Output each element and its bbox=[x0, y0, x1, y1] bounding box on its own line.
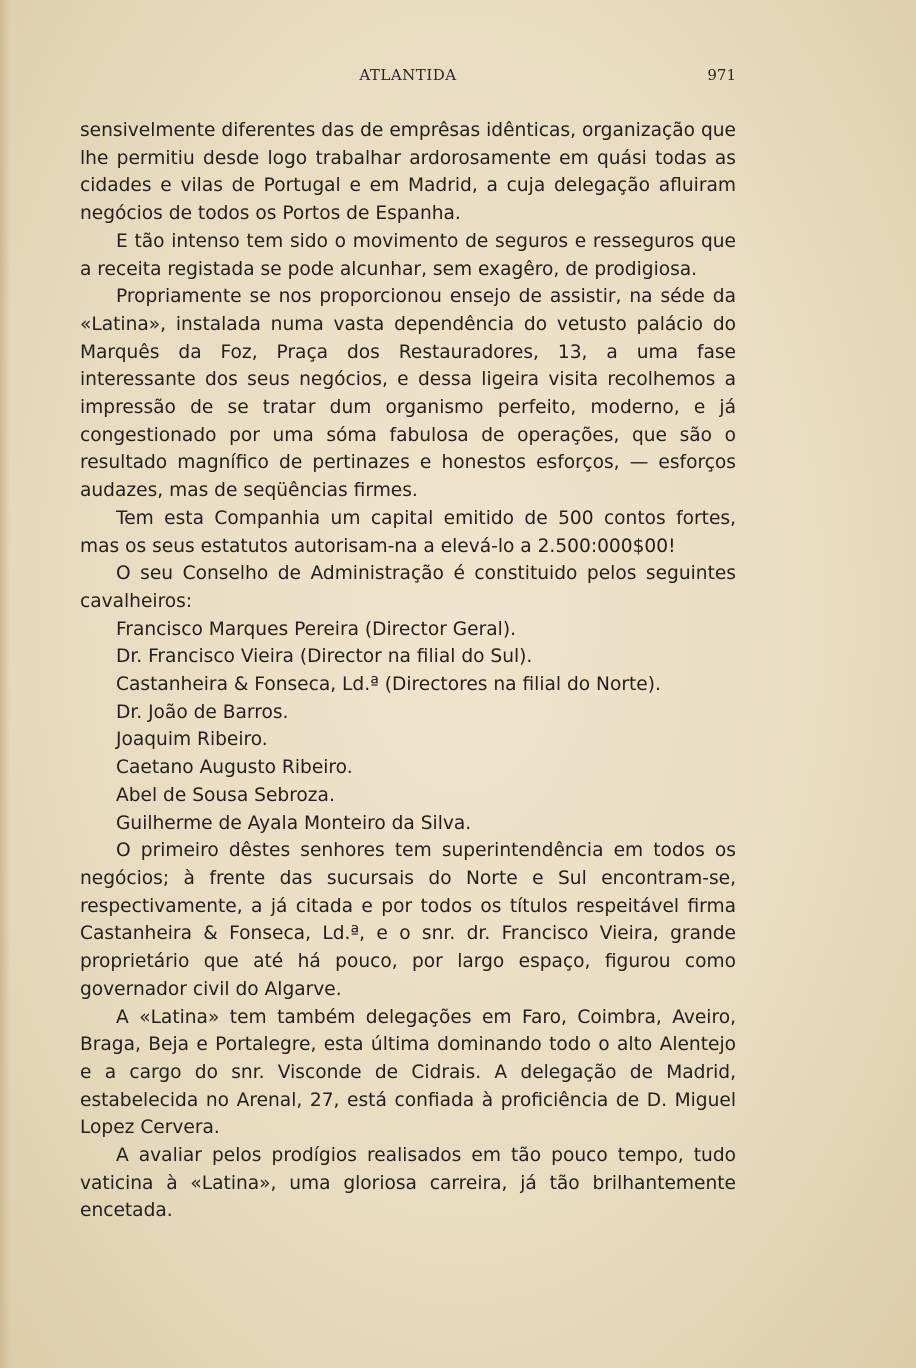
page-edge-shadow bbox=[0, 0, 10, 1368]
paragraph: A avaliar pelos prodígios realisados em tão pouco tempo, tudo vaticina à «Latina», uma gloriosa carreira, já tão brilhantemente encetada. bbox=[80, 1145, 736, 1222]
board-member: Dr. Francisco Vieira (Director na filial do Sul). bbox=[116, 646, 533, 668]
board-member: Dr. João de Barros. bbox=[116, 701, 289, 723]
paragraph: sensivelmente diferentes das de emprêsas idênticas, organização que lhe permitiu desde logo trabalhar ardorosamente em quási todas as cidades e vilas de Portugal e em Madrid, a cuja delegação afluiram negócios de todos os Portos de Espanha. bbox=[80, 120, 736, 225]
board-member: Caetano Augusto Ribeiro. bbox=[116, 757, 353, 779]
board-member: Castanheira & Fonseca, Ld.ª (Directores na filial do Norte). bbox=[116, 674, 661, 696]
board-member: Abel de Sousa Sebroza. bbox=[116, 784, 335, 806]
paragraph: O seu Conselho de Administração é constituido pelos seguintes cavalheiros: bbox=[80, 563, 736, 612]
page-number: 971 bbox=[707, 66, 736, 84]
board-member: Guilherme de Ayala Monteiro da Silva. bbox=[116, 812, 472, 834]
board-member: Joaquim Ribeiro. bbox=[116, 729, 268, 751]
paragraph: Propriamente se nos proporcionou ensejo de assistir, na séde da «Latina», instalada numa vasta dependência do vetusto palácio do Marquês da Foz, Praça dos Restauradores, 13, a uma fase interessante dos seus negócios, e dessa ligeira visita recolhemos a impressão de se tratar dum organismo perfeito, moderno, e já congestionado por uma sóma fabulosa de operações, que são o resultado magnífico de pertinazes e honestos esforços, — esforços audazes, mas de seqüências firmes. bbox=[80, 286, 736, 502]
paragraph: O primeiro dêstes senhores tem superintendência em todos os negócios; à frente das sucursais do Norte e Sul encontram-se, respectivamente, a já citada e por todos os títulos respeitável firma Castanheira & Fonseca, Ld.ª, e o snr. dr. Francisco Vieira, grande proprietário que até há pouco, por largo espaço, figurou como governador civil do Algarve. bbox=[80, 840, 736, 1000]
article-body bbox=[80, 117, 736, 1225]
board-member: Francisco Marques Pereira (Director Geral). bbox=[116, 618, 516, 640]
running-head bbox=[80, 66, 736, 90]
journal-title: ATLANTIDA bbox=[359, 66, 457, 84]
paragraph: Tem esta Companhia um capital emitido de 500 contos fortes, mas os seus estatutos autorisam-na a elevá-lo a 2.500:000$00! bbox=[80, 507, 736, 557]
paragraph: A «Latina» tem também delegações em Faro, Coimbra, Aveiro, Braga, Beja e Portalegre, esta última dominando todo o alto Alentejo e a cargo do snr. Visconde de Cidrais. A delegação de Madrid, estabelecida no Arenal, 27, está confiada à proficiência de D. Miguel Lopez Cervera. bbox=[80, 1006, 736, 1139]
paragraph: E tão intenso tem sido o movimento de seguros e resseguros que a receita registada se pode alcunhar, sem exagêro, de prodigiosa. bbox=[80, 230, 736, 280]
board-members-list bbox=[80, 616, 736, 838]
